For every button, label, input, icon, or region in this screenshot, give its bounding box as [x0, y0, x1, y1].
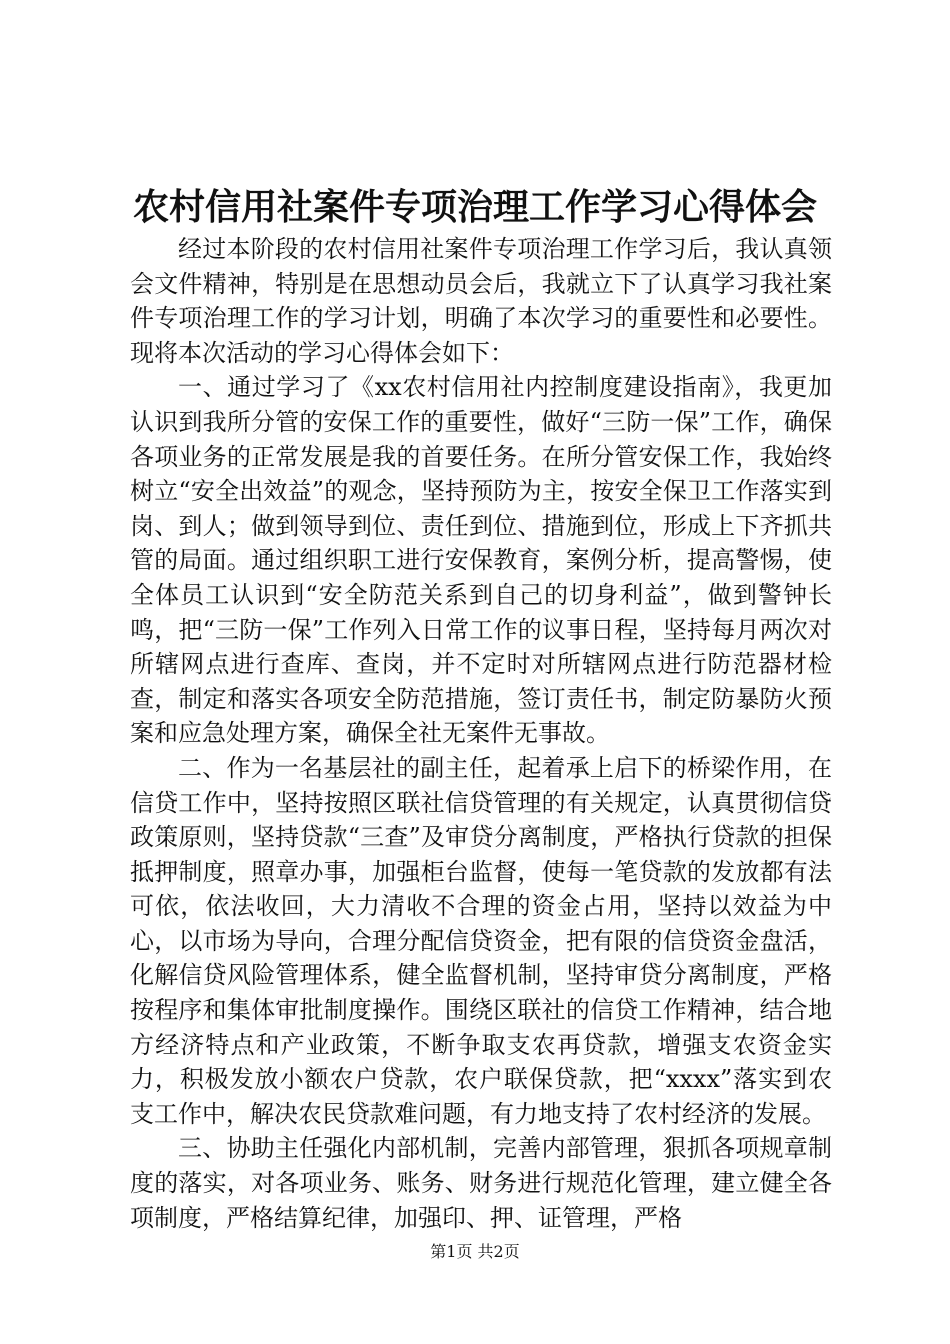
- paragraph-section-1: 一、通过学习了《xx农村信用社内控制度建设指南》，我更加认识到我所分管的安保工作的重要性，做好“三防一保”工作，确保各项业务的正常发展是我的首要任务。在所分管安保工作，我始终树立“安全出效益”的观念，坚持预防为主，按安全保卫工作落实到岗、到人；做到领导到位、责任到位、措施到位，形成上下齐抓共管的局面。通过组织职工进行安保教育，案例分析，提高警惕，使全体员工认识到“安全防范关系到自己的切身利益”，做到警钟长鸣，把“三防一保”工作列入日常工作的议事日程，坚持每月两次对所辖网点进行查库、查岗，并不定时对所辖网点进行防范器材检查，制定和落实各项安全防范措施，签订责任书，制定防暴防火预案和应急处理方案，确保全社无案件无事故。: [130, 373, 832, 748]
- page-footer: 第1页 共2页: [430, 1242, 520, 1261]
- paragraph-intro: 经过本阶段的农村信用社案件专项治理工作学习后，我认真领会文件精神，特别是在思想动员会后，我就立下了认真学习我社案件专项治理工作的学习计划，明确了本次学习的重要性和必要性。现将本次活动的学习心得体会如下：: [130, 235, 832, 367]
- document-body: [130, 232, 832, 1235]
- paragraph-section-3: 三、协助主任强化内部机制，完善内部管理，狠抓各项规章制度的落实，对各项业务、账务、财务进行规范化管理，建立健全各项制度，严格结算纪律，加强印、押、证管理，严格: [130, 1134, 832, 1232]
- paragraph-section-2: 二、作为一名基层社的副主任，起着承上启下的桥梁作用，在信贷工作中，坚持按照区联社信贷管理的有关规定，认真贯彻信贷政策原则，坚持贷款“三查”及审贷分离制度，严格执行贷款的担保抵押制度，照章办事，加强柜台监督，使每一笔贷款的发放都有法可依，依法收回，大力清收不合理的资金占用，坚持以效益为中心，以市场为导向，合理分配信贷资金，把有限的信贷资金盘活，化解信贷风险管理体系，健全监督机制，坚持审贷分离制度，严格按程序和集体审批制度操作。围绕区联社的信贷工作精神，结合地方经济特点和产业政策，不断争取支农再贷款，增强支农资金实力，积极发放小额农户贷款，农户联保贷款，把“xxxx”落实到农支工作中，解决农民贷款难问题，有力地支持了农村经济的发展。: [130, 753, 832, 1128]
- document-title: 农村信用社案件专项治理工作学习心得体会: [132, 186, 817, 228]
